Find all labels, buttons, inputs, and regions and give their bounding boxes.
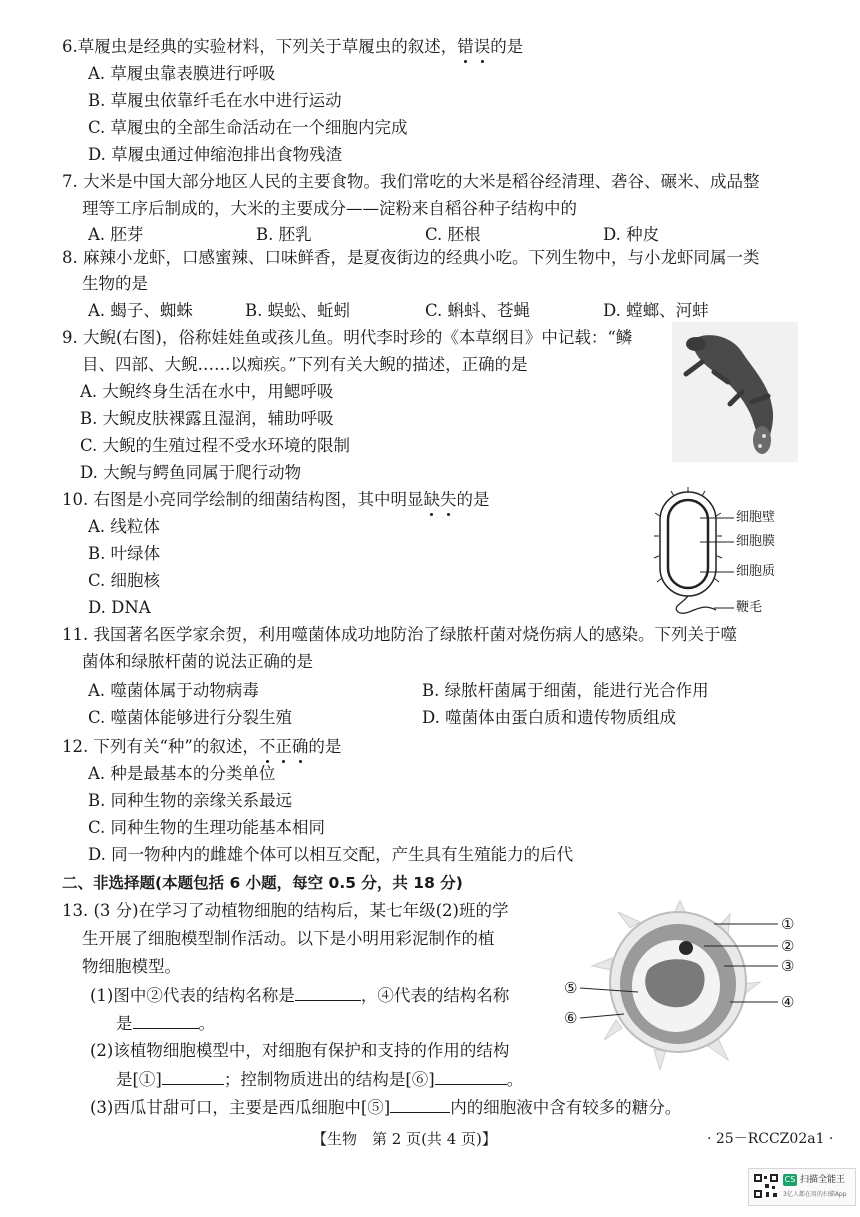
q10-option-c: C. 细胞核 (88, 571, 161, 590)
doc-code: · 25－RCCZ02a1 · (707, 1131, 834, 1147)
q8-stem-line1: 8. 麻辣小龙虾，口感蜜辣、口味鲜香，是夏夜街边的经典小吃。下列生物中，与小龙虾同属一类 (62, 248, 760, 267)
answer-blank[interactable] (390, 1096, 450, 1113)
q11-option-d: D. 噬菌体由蛋白质和遗传物质组成 (422, 708, 677, 727)
marker-3: ③ (781, 957, 795, 975)
q10-option-a: A. 线粒体 (88, 517, 160, 536)
q10-option-d: D. DNA (88, 598, 151, 617)
answer-blank[interactable] (133, 1012, 199, 1029)
qr-code-icon (753, 1173, 779, 1199)
emphasis-char: 错 (457, 37, 474, 56)
label-cytoplasm: 细胞质 (736, 564, 776, 579)
q8-option-a: A. 蝎子、蜘蛛 (88, 301, 193, 320)
badge-title: 扫描全能王 (800, 1175, 846, 1185)
label-cell-membrane: 细胞膜 (736, 534, 776, 549)
q7-stem-line2: 理等工序后制成的，大米的主要成分——淀粉来自稻谷种子结构中的 (82, 199, 577, 218)
q8-option-b: B. 蜈蚣、蚯蚓 (245, 301, 351, 320)
marker-5: ⑤ (564, 979, 578, 997)
q9-option-d: D. 大鲵与鳄鱼同属于爬行动物 (80, 463, 302, 482)
q6-option-a: A. 草履虫靠表膜进行呼吸 (88, 64, 276, 83)
page-footer: 【生物 第 2 页(共 4 页)】 (312, 1130, 497, 1148)
scanner-badge (748, 1168, 856, 1206)
marker-4: ④ (781, 993, 795, 1011)
q12-option-c: C. 同种生物的生理功能基本相同 (88, 818, 326, 837)
label-cell-wall: 细胞壁 (736, 510, 776, 525)
q10-option-b: B. 叶绿体 (88, 544, 161, 563)
q6-option-b: B. 草履虫依靠纤毛在水中进行运动 (88, 91, 342, 110)
q6-stem: 6.草履虫是经典的实验材料，下列关于草履虫的叙述，错误的是 (62, 37, 524, 56)
marker-2: ② (781, 937, 795, 955)
emphasis-char: 确 (291, 737, 309, 756)
q9-option-a: A. 大鲵终身生活在水中，用鳃呼吸 (80, 382, 334, 401)
emphasis-char: 失 (440, 490, 457, 509)
q11-option-b: B. 绿脓杆菌属于细菌，能进行光合作用 (422, 681, 709, 700)
emphasis-char: 缺 (423, 490, 440, 509)
q9-stem-line1: 9. 大鲵(右图)，俗称娃娃鱼或孩儿鱼。明代李时珍的《本草纲目》中记载：“鳞 (62, 328, 633, 347)
q8-option-c: C. 蝌蚪、苍蝇 (425, 301, 531, 320)
q7-option-b: B. 胚乳 (256, 225, 312, 244)
q8-stem-line2: 生物的是 (82, 274, 148, 293)
q6-option-c: C. 草履虫的全部生命活动在一个细胞内完成 (88, 118, 408, 137)
q10-stem: 10. 右图是小亮同学绘制的细菌结构图，其中明显缺失的是 (62, 490, 490, 509)
q7-stem-line1: 7. 大米是中国大部分地区人民的主要食物。我们常吃的大米是稻谷经清理、砻谷、碾米、成品整 (62, 172, 760, 191)
q13-part2-cont: 是[①] ；控制物质进出的结构是[⑥] 。 (116, 1070, 524, 1089)
q13-stem-line3: 物细胞模型。 (82, 957, 181, 976)
q9-stem-line2: 目、四部、大鲵……以痴疾。”下列有关大鲵的描述，正确的是 (82, 355, 528, 374)
cell-model-leader-lines (564, 918, 786, 1026)
q7-option-c: C. 胚根 (425, 225, 481, 244)
q7-option-a: A. 胚芽 (88, 225, 144, 244)
emphasis-char: 误 (473, 37, 491, 56)
marker-6: ⑥ (564, 1009, 578, 1027)
q6-option-d: D. 草履虫通过伸缩泡排出食物残渣 (88, 145, 343, 164)
q13-stem-line2: 生开展了细胞模型制作活动。以下是小明用彩泥制作的植 (82, 929, 495, 948)
q7-option-d: D. 种皮 (603, 225, 660, 244)
answer-blank[interactable] (295, 984, 361, 1001)
q11-stem-line2: 菌体和绿脓杆菌的说法正确的是 (82, 652, 313, 671)
camscanner-logo-icon: CS (784, 1175, 796, 1184)
label-flagellum: 鞭毛 (736, 600, 763, 615)
q9-option-c: C. 大鲵的生殖过程不受水环境的限制 (80, 436, 351, 455)
q13-part2: (2)该植物细胞模型中，对细胞有保护和支持的作用的结构 (90, 1041, 510, 1060)
q11-option-c: C. 噬菌体能够进行分裂生殖 (88, 708, 293, 727)
giant-salamander-image (672, 322, 798, 462)
q12-option-b: B. 同种生物的亲缘关系最远 (88, 791, 293, 810)
answer-blank[interactable] (435, 1068, 507, 1085)
section-heading: 二、非选择题(本题包括 6 小题，每空 0.5 分，共 18 分) (62, 874, 463, 892)
q8-option-d: D. 螳螂、河蚌 (603, 301, 709, 320)
q13-stem-line1: 13. (3 分)在学习了动植物细胞的结构后，某七年级(2)班的学 (62, 901, 509, 920)
q9-option-b: B. 大鲵皮肤裸露且湿润，辅助呼吸 (80, 409, 334, 428)
q12-option-a: A. 种是最基本的分类单位 (88, 764, 276, 783)
q11-stem-line1: 11. 我国著名医学家余贺，利用噬菌体成功地防治了绿脓杆菌对烧伤病人的感染。下列关于噬 (62, 625, 737, 644)
marker-1: ① (781, 915, 795, 933)
emphasis-char: 正 (275, 737, 292, 756)
answer-blank[interactable] (162, 1068, 224, 1085)
badge-subtitle: 3亿人都在用的扫描App (783, 1191, 847, 1198)
q13-part3: (3)西瓜甘甜可口，主要是西瓜细胞中[⑤] 内的细胞液中含有较多的糖分。 (90, 1098, 682, 1117)
emphasis-char: 不 (258, 737, 276, 756)
q12-stem: 12. 下列有关“种”的叙述，不正确的是 (62, 737, 342, 756)
q13-part1: (1)图中②代表的结构名称是 ，④代表的结构名称 (90, 986, 510, 1005)
q11-option-a: A. 噬菌体属于动物病毒 (88, 681, 259, 700)
bacterium-leader-lines (700, 510, 736, 620)
q13-part1-cont: 是 。 (116, 1014, 215, 1033)
q12-option-d: D. 同一物种内的雌雄个体可以相互交配，产生具有生殖能力的后代 (88, 845, 574, 864)
